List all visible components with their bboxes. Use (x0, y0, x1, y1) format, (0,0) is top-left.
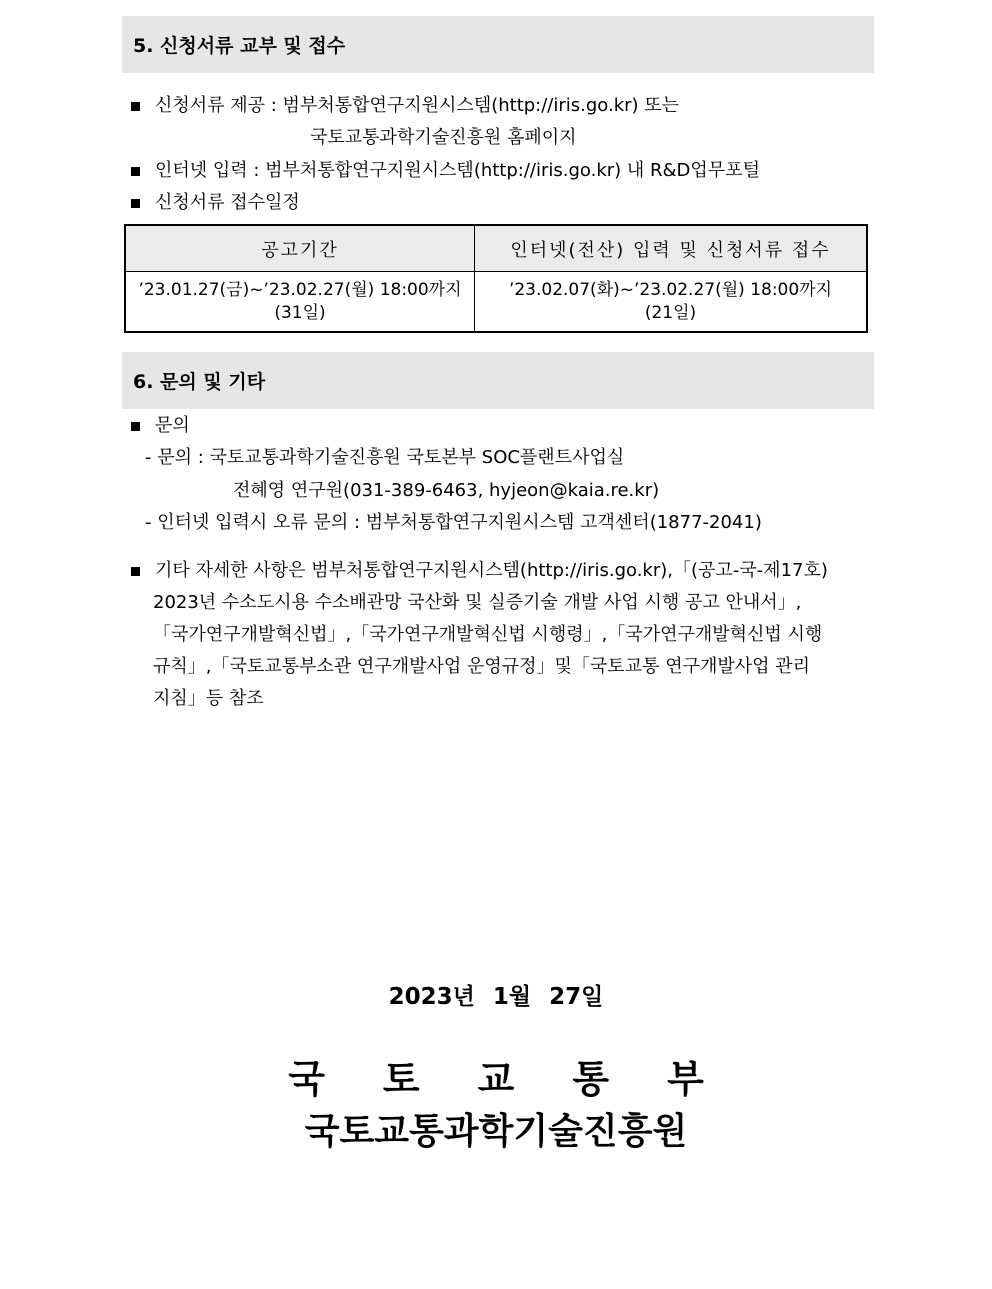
document-date: 2023년 1월 27일 (388, 984, 604, 1010)
bullet-icon (131, 102, 140, 111)
inquiry-contact-cont: 전혜영 연구원(031-389-6463, hyjeon@kaia.re.kr) (233, 480, 660, 501)
period-dates: ’23.01.27(금)~’23.02.27(월) 18:00까지 (138, 279, 462, 300)
bullet-icon (131, 167, 140, 176)
bullet-icon (131, 199, 140, 208)
bullet-icon (131, 567, 140, 576)
schedule-table (124, 224, 868, 333)
submission-dates: ’23.02.07(화)~’23.02.27(월) 18:00까지 (508, 279, 833, 300)
item-internet-input: 인터넷 입력 : 범부처통합연구지원시스템(http://iris.go.kr) 내 R&D업무포털 (155, 160, 760, 181)
ministry-name (0, 1048, 992, 1103)
ministry-char: 통 (572, 1057, 610, 1101)
item-provide-forms: 신청서류 제공 : 범부처통합연구지원시스템(http://iris.go.kr) 또는 (155, 95, 680, 116)
etc-line-5: 지침」등 참조 (153, 688, 264, 709)
etc-line-1: 기타 자세한 사항은 범부처통합연구지원시스템(http://iris.go.kr),「(공고-국-제17호) (155, 560, 828, 581)
table-cell-submission (475, 272, 868, 333)
inquiry-title: 문의 (155, 415, 190, 436)
item-provide-forms-cont: 국토교통과학기술진흥원 홈페이지 (310, 127, 577, 148)
etc-line-4: 규칙」,「국토교통부소관 연구개발사업 운영규정」및「국토교통 연구개발사업 관리 (153, 656, 811, 677)
section-6-heading: 6. 문의 및 기타 (122, 352, 874, 409)
inquiry-internet-error: - 인터넷 입력시 오류 문의 : 범부처통합연구지원시스템 고객센터(1877-2041) (145, 512, 762, 533)
etc-line-3: 「국가연구개발혁신법」,「국가연구개발혁신법 시행령」,「국가연구개발혁신법 시행 (153, 624, 823, 645)
section-5-heading: 5. 신청서류 교부 및 접수 (122, 16, 874, 73)
ministry-char: 토 (382, 1057, 420, 1101)
ministry-char: 부 (667, 1057, 704, 1101)
table-row (125, 272, 867, 333)
table-cell-period (125, 272, 475, 333)
submission-days: (21일) (644, 302, 697, 323)
item-schedule: 신청서류 접수일정 (155, 192, 300, 213)
ministry-char: 교 (477, 1057, 515, 1101)
table-header-period: 공고기간 (125, 225, 475, 272)
period-days: (31일) (274, 302, 326, 323)
agency-name: 국토교통과학기술진흥원 (304, 1111, 688, 1152)
bullet-icon (131, 422, 140, 431)
inquiry-contact: - 문의 : 국토교통과학기술진흥원 국토본부 SOC플랜트사업실 (145, 447, 625, 468)
etc-line-2: 2023년 수소도시용 수소배관망 국산화 및 실증기술 개발 사업 시행 공고 안내서」, (153, 592, 802, 613)
table-header-submission: 인터넷(전산) 입력 및 신청서류 접수 (475, 225, 868, 272)
ministry-char: 국 (288, 1057, 325, 1101)
